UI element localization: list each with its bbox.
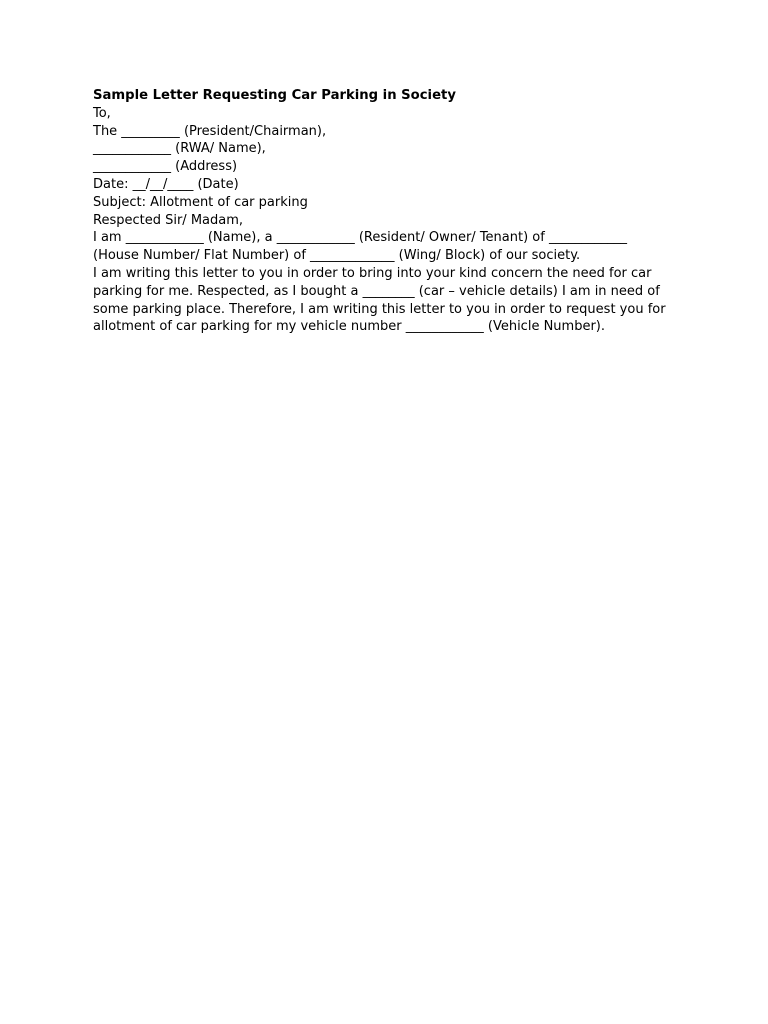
body-paragraph: I am writing this letter to you in order to bring into your kind concern the need for car parking for me. Respected, as I bought a ________ (car – vehicle details) I am in need of some parking place. Therefore, I am writing this letter to you in order to request you for allotment of car parking for my vehicle number ____________ (Vehicle Number).: [93, 265, 666, 335]
subject-line: Subject: Allotment of car parking: [93, 194, 308, 210]
letter-body: [93, 87, 683, 336]
recipient-title-line: The _________ (President/Chairman),: [93, 123, 327, 139]
introduction-line-2: (House Number/ Flat Number) of _____________ (Wing/ Block) of our society.: [93, 248, 581, 264]
salutation-to: To,: [93, 105, 111, 121]
date-line: Date: __/__/____ (Date): [93, 176, 239, 192]
recipient-rwa-line: ____________ (RWA/ Name),: [93, 141, 266, 157]
recipient-address-line: ____________ (Address): [93, 159, 238, 175]
introduction-line-1: I am ____________ (Name), a ____________ (Resident/ Owner/ Tenant) of ____________: [93, 230, 627, 246]
document-title: Sample Letter Requesting Car Parking in Society: [93, 88, 456, 103]
greeting-line: Respected Sir/ Madam,: [93, 212, 244, 228]
